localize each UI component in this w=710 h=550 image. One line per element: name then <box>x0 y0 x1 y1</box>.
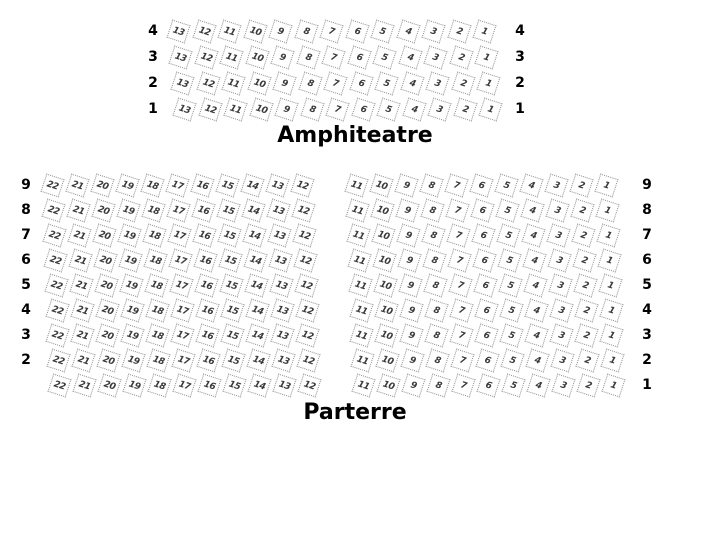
seat[interactable]: 13 <box>269 274 293 298</box>
seat[interactable]: 13 <box>272 349 296 373</box>
seat[interactable]: 9 <box>275 98 299 122</box>
seat[interactable]: 22 <box>45 299 69 323</box>
seat[interactable]: 5 <box>371 20 395 44</box>
seat-row <box>350 251 619 270</box>
seat[interactable]: 1 <box>601 349 625 373</box>
seat[interactable]: 6 <box>475 324 499 348</box>
seat[interactable]: 5 <box>500 324 524 348</box>
seat[interactable]: 21 <box>73 374 97 398</box>
seat[interactable]: 6 <box>470 174 494 198</box>
seat[interactable]: 2 <box>447 20 471 44</box>
seat[interactable]: 9 <box>269 20 293 44</box>
seat[interactable]: 15 <box>223 374 247 398</box>
seat-row <box>351 276 620 295</box>
seat[interactable]: 1 <box>596 224 620 248</box>
seat[interactable]: 21 <box>71 324 95 348</box>
row-label: 4 <box>515 23 525 39</box>
seat-row <box>352 326 621 345</box>
section-title-amphitheatre: Amphiteatre <box>277 123 433 148</box>
seat[interactable]: 3 <box>550 324 574 348</box>
seat[interactable]: 2 <box>577 374 601 398</box>
seat[interactable]: 17 <box>172 349 196 373</box>
seat[interactable]: 12 <box>295 299 319 323</box>
seat[interactable]: 18 <box>141 199 165 223</box>
seat[interactable]: 14 <box>244 274 268 298</box>
seat[interactable]: 12 <box>291 199 315 223</box>
seat[interactable]: 12 <box>192 20 216 44</box>
row-label: 1 <box>642 377 652 393</box>
seat[interactable]: 12 <box>298 374 322 398</box>
seat-row <box>173 74 498 93</box>
seat[interactable]: 8 <box>424 299 448 323</box>
seat[interactable]: 13 <box>171 72 195 96</box>
seat[interactable]: 11 <box>345 174 369 198</box>
seat[interactable]: 13 <box>273 374 297 398</box>
seat[interactable]: 2 <box>574 299 598 323</box>
seat[interactable]: 10 <box>370 174 394 198</box>
seat[interactable]: 12 <box>292 224 316 248</box>
seat[interactable]: 7 <box>452 374 476 398</box>
seat[interactable]: 9 <box>396 224 420 248</box>
seat[interactable]: 11 <box>347 249 371 273</box>
seat[interactable]: 4 <box>520 174 544 198</box>
seat[interactable]: 7 <box>449 299 473 323</box>
row-label: 4 <box>148 23 158 39</box>
seat[interactable]: 7 <box>447 249 471 273</box>
seat[interactable]: 7 <box>450 324 474 348</box>
seat[interactable]: 20 <box>92 224 116 248</box>
seat-row <box>349 226 618 245</box>
seat[interactable]: 11 <box>350 324 374 348</box>
seat[interactable]: 9 <box>399 299 423 323</box>
seat[interactable]: 18 <box>145 299 169 323</box>
seat[interactable]: 11 <box>351 349 375 373</box>
seat[interactable]: 3 <box>426 72 450 96</box>
seat[interactable]: 8 <box>425 324 449 348</box>
seat[interactable]: 13 <box>169 46 193 70</box>
seat[interactable]: 3 <box>548 274 572 298</box>
seat[interactable]: 12 <box>294 274 318 298</box>
seat[interactable]: 20 <box>94 274 118 298</box>
row-label: 8 <box>642 202 652 218</box>
seat[interactable]: 7 <box>326 98 350 122</box>
seat[interactable]: 10 <box>373 274 397 298</box>
row-label: 4 <box>21 302 31 318</box>
seat[interactable]: 21 <box>68 249 92 273</box>
seat[interactable]: 7 <box>320 20 344 44</box>
seat[interactable]: 21 <box>67 224 91 248</box>
seat[interactable]: 3 <box>428 98 452 122</box>
seat[interactable]: 19 <box>120 299 144 323</box>
seat[interactable]: 1 <box>597 249 621 273</box>
seat[interactable]: 4 <box>402 98 426 122</box>
seat[interactable]: 1 <box>598 274 622 298</box>
seat[interactable]: 14 <box>241 174 265 198</box>
seat[interactable]: 2 <box>453 98 477 122</box>
seat[interactable]: 3 <box>424 46 448 70</box>
seat[interactable]: 14 <box>246 324 270 348</box>
seat[interactable]: 22 <box>41 199 65 223</box>
seat-row <box>49 351 318 370</box>
seat[interactable]: 6 <box>349 72 373 96</box>
seat[interactable]: 4 <box>398 46 422 70</box>
seat[interactable]: 20 <box>97 349 121 373</box>
seat[interactable]: 22 <box>44 274 68 298</box>
seat[interactable]: 13 <box>266 174 290 198</box>
seat[interactable]: 10 <box>376 349 400 373</box>
seat[interactable]: 16 <box>197 349 221 373</box>
row-label: 1 <box>515 101 525 117</box>
seat[interactable]: 8 <box>427 374 451 398</box>
seat[interactable]: 8 <box>298 72 322 96</box>
seat[interactable]: 19 <box>116 199 140 223</box>
seat[interactable]: 1 <box>600 324 624 348</box>
seat-row <box>175 100 500 119</box>
seat[interactable]: 20 <box>93 249 117 273</box>
seat[interactable]: 10 <box>372 249 396 273</box>
seat[interactable]: 15 <box>217 224 241 248</box>
seat[interactable]: 7 <box>451 349 475 373</box>
seat[interactable]: 8 <box>420 174 444 198</box>
seat[interactable]: 22 <box>47 349 71 373</box>
seat[interactable]: 12 <box>293 249 317 273</box>
seat[interactable]: 22 <box>43 249 67 273</box>
seat[interactable]: 18 <box>146 324 170 348</box>
seat[interactable]: 4 <box>400 72 424 96</box>
seat[interactable]: 1 <box>595 199 619 223</box>
seat[interactable]: 2 <box>573 274 597 298</box>
seat[interactable]: 13 <box>266 199 290 223</box>
seat[interactable]: 20 <box>91 174 115 198</box>
row-label: 3 <box>148 49 158 65</box>
seat[interactable]: 5 <box>498 274 522 298</box>
seat[interactable]: 6 <box>471 224 495 248</box>
row-label: 2 <box>148 75 158 91</box>
seat[interactable]: 18 <box>147 349 171 373</box>
seat[interactable]: 4 <box>520 199 544 223</box>
seat-row <box>50 376 319 395</box>
seat[interactable]: 16 <box>193 249 217 273</box>
seat[interactable]: 1 <box>477 72 501 96</box>
seat[interactable]: 15 <box>221 324 245 348</box>
seat[interactable]: 10 <box>249 98 273 122</box>
seat[interactable]: 16 <box>196 324 220 348</box>
seat-row <box>347 176 616 195</box>
seat-row <box>354 376 623 395</box>
seat[interactable]: 17 <box>170 299 194 323</box>
seat[interactable]: 8 <box>420 199 444 223</box>
seat[interactable]: 14 <box>241 199 265 223</box>
seat[interactable]: 10 <box>243 20 267 44</box>
seat[interactable]: 5 <box>501 349 525 373</box>
seat-row <box>48 326 317 345</box>
row-label: 7 <box>21 227 31 243</box>
seat[interactable]: 11 <box>346 224 370 248</box>
seat[interactable]: 18 <box>141 174 165 198</box>
seat[interactable]: 21 <box>66 199 90 223</box>
seat[interactable]: 12 <box>291 174 315 198</box>
seat[interactable]: 10 <box>374 299 398 323</box>
seat[interactable]: 9 <box>273 72 297 96</box>
seat[interactable]: 3 <box>422 20 446 44</box>
seat[interactable]: 21 <box>66 174 90 198</box>
seat[interactable]: 20 <box>91 199 115 223</box>
seat-row <box>44 201 313 220</box>
seat[interactable]: 6 <box>472 249 496 273</box>
seat[interactable]: 10 <box>245 46 269 70</box>
seat[interactable]: 13 <box>267 224 291 248</box>
seat[interactable]: 5 <box>375 72 399 96</box>
row-label: 3 <box>642 327 652 343</box>
seat[interactable]: 7 <box>322 46 346 70</box>
seat-row <box>48 301 317 320</box>
seat[interactable]: 18 <box>142 224 166 248</box>
seat[interactable]: 1 <box>479 98 503 122</box>
seat[interactable]: 5 <box>377 98 401 122</box>
seat[interactable]: 8 <box>426 349 450 373</box>
seat[interactable]: 6 <box>476 349 500 373</box>
seat[interactable]: 2 <box>575 324 599 348</box>
seat[interactable]: 6 <box>347 46 371 70</box>
seat[interactable]: 4 <box>526 349 550 373</box>
seat[interactable]: 6 <box>477 374 501 398</box>
seat[interactable]: 3 <box>546 224 570 248</box>
seat[interactable]: 11 <box>349 299 373 323</box>
seat[interactable]: 10 <box>371 224 395 248</box>
row-label: 4 <box>642 302 652 318</box>
section-title-parterre: Parterre <box>303 400 407 425</box>
seat[interactable]: 14 <box>243 249 267 273</box>
seat[interactable]: 4 <box>527 374 551 398</box>
seat[interactable]: 6 <box>345 20 369 44</box>
seat[interactable]: 22 <box>41 174 65 198</box>
seat[interactable]: 21 <box>72 349 96 373</box>
seat[interactable]: 20 <box>98 374 122 398</box>
row-label: 8 <box>21 202 31 218</box>
seat[interactable]: 7 <box>324 72 348 96</box>
seat[interactable]: 11 <box>218 20 242 44</box>
row-label: 6 <box>21 252 31 268</box>
seat[interactable]: 11 <box>348 274 372 298</box>
seat[interactable]: 17 <box>171 324 195 348</box>
seat[interactable]: 19 <box>118 249 142 273</box>
seat[interactable]: 11 <box>352 374 376 398</box>
row-label: 3 <box>21 327 31 343</box>
seat[interactable]: 17 <box>166 174 190 198</box>
seat[interactable]: 4 <box>524 299 548 323</box>
seat[interactable]: 18 <box>144 274 168 298</box>
seat[interactable]: 19 <box>116 174 140 198</box>
seat-row <box>45 226 314 245</box>
seat[interactable]: 8 <box>423 274 447 298</box>
seat[interactable]: 6 <box>351 98 375 122</box>
seat[interactable]: 11 <box>222 72 246 96</box>
seat[interactable]: 6 <box>474 299 498 323</box>
seat[interactable]: 12 <box>194 46 218 70</box>
seat[interactable]: 9 <box>400 324 424 348</box>
seat[interactable]: 16 <box>194 274 218 298</box>
seat[interactable]: 12 <box>198 98 222 122</box>
seat[interactable]: 15 <box>220 299 244 323</box>
seat[interactable]: 10 <box>375 324 399 348</box>
seat[interactable]: 5 <box>495 199 519 223</box>
seat[interactable]: 11 <box>220 46 244 70</box>
seat[interactable]: 9 <box>395 174 419 198</box>
seat[interactable]: 9 <box>402 374 426 398</box>
seat[interactable]: 8 <box>294 20 318 44</box>
seat[interactable]: 4 <box>521 224 545 248</box>
seat[interactable]: 8 <box>296 46 320 70</box>
seat-row <box>43 176 312 195</box>
seat[interactable]: 17 <box>167 224 191 248</box>
seat-row <box>47 276 316 295</box>
row-label: 5 <box>642 277 652 293</box>
seat[interactable]: 22 <box>48 374 72 398</box>
seat[interactable]: 5 <box>496 224 520 248</box>
row-label: 2 <box>21 352 31 368</box>
seat[interactable]: 20 <box>96 324 120 348</box>
seat[interactable]: 16 <box>192 224 216 248</box>
seat[interactable]: 9 <box>271 46 295 70</box>
seat-row <box>348 201 617 220</box>
seat[interactable]: 1 <box>599 299 623 323</box>
seat[interactable]: 15 <box>222 349 246 373</box>
seat[interactable]: 2 <box>451 72 475 96</box>
seat[interactable]: 3 <box>545 199 569 223</box>
seat[interactable]: 9 <box>397 249 421 273</box>
seat[interactable]: 2 <box>572 249 596 273</box>
seat[interactable]: 17 <box>168 249 192 273</box>
seat[interactable]: 2 <box>576 349 600 373</box>
seat[interactable]: 4 <box>523 274 547 298</box>
seat[interactable]: 10 <box>370 199 394 223</box>
seat[interactable]: 7 <box>446 224 470 248</box>
seat[interactable]: 8 <box>422 249 446 273</box>
seat[interactable]: 14 <box>245 299 269 323</box>
seat[interactable]: 20 <box>95 299 119 323</box>
seat[interactable]: 21 <box>69 274 93 298</box>
seat[interactable]: 10 <box>247 72 271 96</box>
seat[interactable]: 6 <box>473 274 497 298</box>
seat[interactable]: 1 <box>473 20 497 44</box>
seat[interactable]: 16 <box>195 299 219 323</box>
seat[interactable]: 17 <box>166 199 190 223</box>
seat[interactable]: 1 <box>602 374 626 398</box>
seat[interactable]: 17 <box>173 374 197 398</box>
seat[interactable]: 2 <box>571 224 595 248</box>
row-label: 2 <box>515 75 525 91</box>
seat[interactable]: 17 <box>169 274 193 298</box>
seat[interactable]: 2 <box>570 199 594 223</box>
seat-row <box>169 22 494 41</box>
seat[interactable]: 22 <box>42 224 66 248</box>
seat[interactable]: 14 <box>247 349 271 373</box>
seat[interactable]: 19 <box>119 274 143 298</box>
seat[interactable]: 13 <box>271 324 295 348</box>
seat[interactable]: 11 <box>224 98 248 122</box>
seat[interactable]: 15 <box>216 174 240 198</box>
seat[interactable]: 14 <box>242 224 266 248</box>
seat[interactable]: 16 <box>191 199 215 223</box>
seat[interactable]: 13 <box>268 249 292 273</box>
row-label: 1 <box>148 101 158 117</box>
row-label: 9 <box>21 177 31 193</box>
seat[interactable]: 7 <box>445 199 469 223</box>
seat[interactable]: 3 <box>551 349 575 373</box>
seat[interactable]: 12 <box>296 324 320 348</box>
seat[interactable]: 12 <box>196 72 220 96</box>
seat[interactable]: 3 <box>549 299 573 323</box>
seat[interactable]: 19 <box>121 324 145 348</box>
seat[interactable]: 2 <box>449 46 473 70</box>
seat[interactable]: 5 <box>499 299 523 323</box>
seat-row <box>353 351 622 370</box>
seat[interactable]: 15 <box>219 274 243 298</box>
row-label: 6 <box>642 252 652 268</box>
seat[interactable]: 19 <box>123 374 147 398</box>
seat[interactable]: 4 <box>522 249 546 273</box>
seat[interactable]: 3 <box>545 174 569 198</box>
seat[interactable]: 4 <box>525 324 549 348</box>
seat[interactable]: 10 <box>377 374 401 398</box>
row-label: 7 <box>642 227 652 243</box>
seat[interactable]: 12 <box>297 349 321 373</box>
seat-row <box>46 251 315 270</box>
seat[interactable]: 2 <box>570 174 594 198</box>
seat-row <box>352 301 621 320</box>
seat[interactable]: 5 <box>497 249 521 273</box>
seat-row <box>171 48 496 67</box>
seat[interactable]: 19 <box>122 349 146 373</box>
seat[interactable]: 21 <box>70 299 94 323</box>
seat[interactable]: 14 <box>248 374 272 398</box>
seat[interactable]: 18 <box>143 249 167 273</box>
seat[interactable]: 16 <box>198 374 222 398</box>
seat[interactable]: 9 <box>395 199 419 223</box>
seat[interactable]: 22 <box>46 324 70 348</box>
seat[interactable]: 7 <box>445 174 469 198</box>
seat[interactable]: 5 <box>373 46 397 70</box>
seat[interactable]: 9 <box>398 274 422 298</box>
seat[interactable]: 13 <box>167 20 191 44</box>
seat[interactable]: 5 <box>502 374 526 398</box>
seat[interactable]: 3 <box>547 249 571 273</box>
seat[interactable]: 15 <box>216 199 240 223</box>
row-label: 9 <box>642 177 652 193</box>
seat[interactable]: 1 <box>595 174 619 198</box>
seat[interactable]: 19 <box>117 224 141 248</box>
row-label: 5 <box>21 277 31 293</box>
seat[interactable]: 3 <box>552 374 576 398</box>
seat[interactable]: 9 <box>401 349 425 373</box>
seat[interactable]: 8 <box>421 224 445 248</box>
seat[interactable]: 1 <box>475 46 499 70</box>
seat[interactable]: 16 <box>191 174 215 198</box>
row-label: 2 <box>642 352 652 368</box>
seat[interactable]: 13 <box>173 98 197 122</box>
seat[interactable]: 15 <box>218 249 242 273</box>
row-label: 3 <box>515 49 525 65</box>
seat[interactable]: 6 <box>470 199 494 223</box>
seat[interactable]: 13 <box>270 299 294 323</box>
seat[interactable]: 18 <box>148 374 172 398</box>
seat[interactable]: 8 <box>300 98 324 122</box>
seat[interactable]: 5 <box>495 174 519 198</box>
seat[interactable]: 7 <box>448 274 472 298</box>
seat[interactable]: 11 <box>345 199 369 223</box>
seat[interactable]: 4 <box>396 20 420 44</box>
